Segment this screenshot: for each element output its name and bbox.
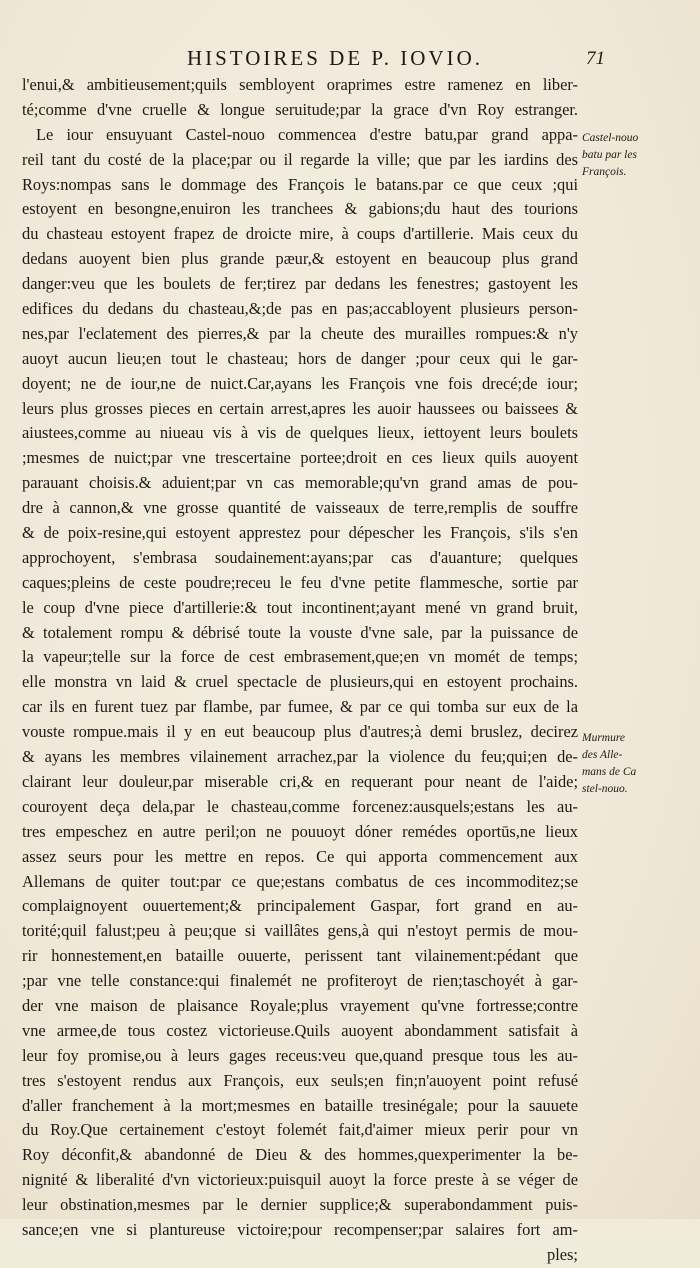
text-line: rir honnestement,en bataille ouuerte, perissent tant vilainement:pédant que bbox=[22, 946, 578, 966]
margin-note-line: des Alle- bbox=[582, 749, 623, 761]
text-line: du Roy.Que certainement c'estoyt folemét fait,d'aimer mieux perir pour vn bbox=[22, 1120, 578, 1140]
text-line: & de poix-resine,qui estoyent apprestez pour dépescher les François, s'ils s'en bbox=[22, 523, 578, 543]
margin-note-line: stel-nouo. bbox=[582, 783, 628, 795]
text-line: edifices du dedans du chasteau,&;de pas en pas;accabloyent plusieurs person- bbox=[22, 299, 578, 319]
text-line: car ils en furent tuez par flambe, par fumee, & par ce qui tomba sur eux de la bbox=[22, 697, 578, 717]
text-line: du chasteau estoyent frapez de droicte mire, à coups d'artillerie. Mais ceux du bbox=[22, 224, 578, 244]
margin-note-line: Murmure bbox=[582, 732, 626, 744]
text-line: l'enui,& ambitieusement;quils sembloyent oraprimes estre ramenez en liber- bbox=[22, 75, 578, 94]
text-line: ples; bbox=[547, 1244, 578, 1264]
text-line: parauant choisis.& aduient;par vn cas memorable;qu'vn grand amas de pou- bbox=[22, 473, 578, 493]
text-line: Roys:nompas sans le dommage des François le batans.par ce que ceux ;qui bbox=[22, 174, 578, 194]
text-line: sance;en vne si plantureuse victoire;pour recompenser;par salaires fort am- bbox=[22, 1219, 578, 1239]
text-line: Roy déconfit,& abandonné de Dieu & des hommes,quexperimenter la be- bbox=[22, 1145, 578, 1165]
margin-note-murmure bbox=[582, 730, 692, 798]
text-line: ;par vne telle constance:qui finalemét ne profiteroyt de rien;taschoyét à gar- bbox=[22, 971, 578, 991]
text-line: té;comme d'vne cruelle & longue seruitude;par la grace d'vn Roy estranger. bbox=[22, 99, 578, 119]
text-line: & ayans les membres vilainement arrachez,par la violence du feu;qui;en de- bbox=[22, 747, 578, 767]
text-line: complaignoyent ouuertement;& principalement Gaspar, fort grand en au- bbox=[22, 896, 578, 916]
text-line: Allemans de quiter tout:par ce que;estans combatus de ces incommoditez;se bbox=[22, 871, 578, 891]
text-line: dre à cannon,& vne grosse quantité de vaisseaux de terre,remplis de souffre bbox=[22, 498, 578, 518]
text-line: dedans auoyent bien plus grande pæur,& estoyent en beaucoup plus grand bbox=[22, 249, 578, 269]
page-number: 71 bbox=[586, 48, 605, 69]
text-line: leurs plus grosses pieces en certain arrest,apres les auoir haussees ou baissees & bbox=[22, 398, 578, 418]
text-line: reil tant du costé de la place;par ou il regarde la ville; que par les iardins des bbox=[22, 149, 578, 169]
text-line: tres s'estoyent rendus aux François, eux seuls;en fin;n'auoyent point refusé bbox=[22, 1070, 578, 1090]
text-line: auoyt aucun lieu;en tout le chasteau; hors de danger ;pour ceux qui le gar- bbox=[22, 348, 578, 368]
text-line: aiustees,comme au niueau vis à vis de quelques lieux, iettoyent leurs boulets bbox=[22, 423, 578, 443]
text-line: danger:veu que les boulets de fer;tirez par dedans les fenestres; gastoyent les bbox=[22, 274, 578, 294]
text-line: leur obstination,mesmes par le dernier supplice;& superabondamment puis- bbox=[22, 1195, 578, 1215]
text-line: vne armee,de tous costez victorieuse.Quils auoyent abondamment satisfait à bbox=[22, 1020, 578, 1040]
margin-note-castel-nouo bbox=[582, 130, 692, 181]
text-line: elle monstra vn laid & cruel spectacle de plusieurs,qui en estoyent prochains. bbox=[22, 672, 578, 692]
text-line: le coup d'vne piece d'artillerie:& tout incontinent;ayant mené vn grand bruit, bbox=[22, 597, 578, 617]
text-line: la vapeur;telle sur la force de cest embrasement,que;en vn momét de temps; bbox=[22, 647, 578, 667]
text-line: caques;pleins de ceste poudre;receu le feu d'vne petite flammesche, sortie par bbox=[22, 572, 578, 592]
running-title: HISTOIRES DE P. IOVIO. bbox=[186, 46, 484, 70]
margin-note-line: Castel-nouo bbox=[582, 132, 639, 144]
margin-note-line: mans de Ca bbox=[582, 766, 637, 778]
text-line: & totalement rompu & débrisé toute la vouste d'vne sale, par la puissance de bbox=[22, 622, 578, 642]
text-line: tres empeschez en autre peril;on ne pouuoyt dóner remédes oportūs,ne lieux bbox=[22, 821, 578, 841]
text-line: nes,par l'eclatement des pierres,& par la cheute des murailles rompues:& n'y bbox=[22, 323, 578, 343]
text-line: doyent; ne de iour,ne de nuict.Car,ayans les François vne fois drecé;de iour; bbox=[22, 373, 578, 393]
margin-note-line: batu par les bbox=[582, 149, 637, 161]
text-line: clairant leur douleur,par miserable cri,& en requerant pour neant de l'aide; bbox=[22, 771, 578, 791]
text-line: assez seurs pour les mettre en repos. Ce qui apporta commencement aux bbox=[22, 846, 578, 866]
body-text bbox=[22, 73, 578, 1268]
text-line: leur foy promise,ou à leurs gages receus:veu que,quand presque tous les au- bbox=[22, 1045, 578, 1065]
text-line: couroyent deça dela,par le chasteau,comme forcenez:ausquels;estans les au- bbox=[22, 796, 578, 816]
text-line: estoyent en besongne,enuiron les tranchees & gabions;du haut des tourions bbox=[22, 199, 578, 219]
text-line: d'aller franchement à la mort;mesmes en bataille tresinégale; pour la sauuete bbox=[22, 1095, 578, 1115]
text-line: ;mesmes de nuict;par vne trescertaine portee;droit en ces lieux quils auoyent bbox=[22, 448, 578, 468]
margin-note-line: François. bbox=[582, 166, 627, 178]
text-line: Le iour ensuyuant Castel-nouo commencea d'estre batu,par grand appa- bbox=[36, 124, 578, 144]
text-line: approchoyent, s'embrasa soudainement:ayans;par cas d'auanture; quelques bbox=[22, 547, 578, 567]
text-line: nignité & liberalité d'vn victorieux:puisquil auoyt la force preste à se véger de bbox=[22, 1170, 578, 1190]
running-head bbox=[0, 46, 700, 76]
text-line: torité;quil falust;peu à peu;que si vaillâtes gens,à qui n'estoyt permis de mou- bbox=[22, 921, 578, 941]
text-line: vouste rompue.mais il y en eut beaucoup plus d'autres;à demi bruslez, decirez bbox=[22, 722, 578, 742]
text-line: der vne maison de plaisance Royale;plus vrayement qu'vne fortresse;contre bbox=[22, 995, 578, 1015]
